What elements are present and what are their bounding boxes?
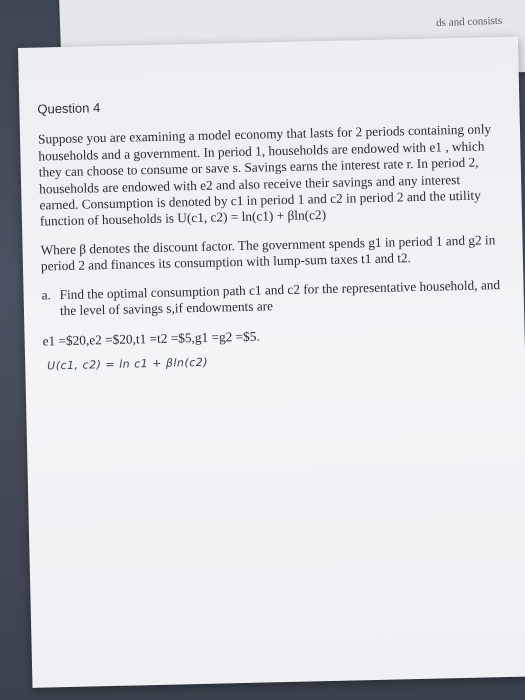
- back-page-text: ds and consists: [435, 14, 503, 30]
- question-paragraph-2: Where β denotes the discount factor. The government spends g1 in period 1 and g2 in period 2 and finances its consumption with lump-sum taxes t1 and t2.: [40, 232, 496, 274]
- part-a-letter: a.: [41, 286, 52, 303]
- question-sheet: [18, 37, 525, 688]
- endowment-values: e1 =$20,e2 =$20,t1 =t2 =$5,g1 =g2 =$5.: [42, 329, 260, 349]
- question-paragraph-1: Suppose you are examining a model economy that lasts for 2 periods containing only households and a government. In period 1, households are endowed with e1 , which they can choose to consume or save s. Savings earns the interest rate r. In period 2, households are endowed with e2 and also receive their savings and any interest earned. Consumption is denoted by c1 in period 1 and c2 in period 2 and the utility function of households is U(c1, c2) = ln(c1) + βln(c2): [37, 121, 492, 229]
- handwritten-note: U(c1, c2) = ln c1 + βln(c2): [47, 355, 209, 373]
- part-a: [41, 277, 502, 320]
- question-title: Question 4: [37, 100, 101, 117]
- question-content: [37, 91, 503, 375]
- part-a-text: Find the optimal consumption path c1 and c2 for the representative household, and the level of savings s,if endowments are: [59, 276, 501, 319]
